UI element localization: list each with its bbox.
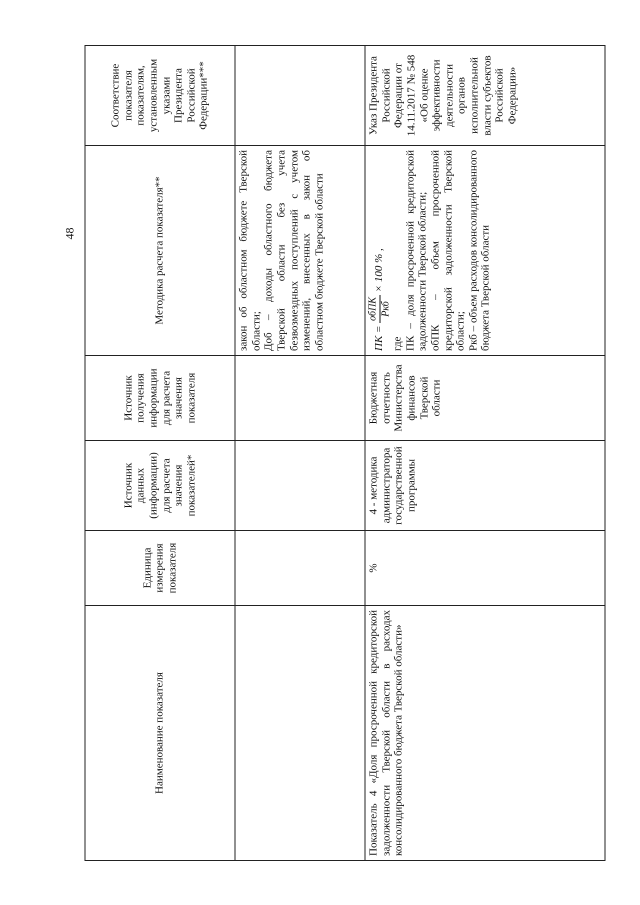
row2-name: Показатель 4 «Доля просроченной кредиторской задолженности Тверской области в расходах консолидированного бюджета Тверской области» [365,605,605,860]
header-source-info: Источник получения информации для расчета значения показателя [85,355,235,440]
table-row [365,45,605,860]
formula-lhs: ПК = [373,325,386,351]
row1-compliance [235,45,365,145]
formula-fraction [368,295,392,323]
method-line: обПК – объем просроченной кредиторской задолженности Тверской области; [429,149,467,351]
header-row [85,45,235,860]
method-line: Ркб – объем расходов консолидированного бюджета Тверской области [467,149,492,351]
row1-method [235,145,365,355]
row2-source-info: Бюджетная отчетность Министерства финансов Тверской области [365,355,605,440]
row1-source-info [235,355,365,440]
row1-name [235,605,365,860]
page-number: 48 [62,227,77,240]
method-line: ПК – доля просроченной кредиторской задолженности Тверской области; [404,149,429,351]
row1-unit [235,530,365,605]
table-row [235,45,365,860]
row2-unit: % [365,530,605,605]
method-line: закон об областном бюджете Тверской области; [237,149,263,351]
formula [368,150,392,351]
indicator-table [85,45,606,861]
header-source-data: Источник данных (информации) для расчета значения показателей* [85,440,235,530]
header-compliance: Соответствие показателя показателям, установленным указами Президента Российской Федерации*** [85,45,235,145]
indicator-table-wrapper [85,45,605,860]
formula-where: где [391,336,404,351]
header-unit: Единица измерения показателя [85,530,235,605]
method-line: Доб – доходы областного бюджета Тверской области без учета безвозмездных поступлений с учетом изменений, внесенных в закон об областном бюджете Тверской области [262,149,326,351]
row1-source-data [235,440,365,530]
formula-rhs: × 100 % , [373,247,386,292]
formula-numerator: обПК [367,296,379,321]
row2-method [365,145,605,355]
row2-compliance: Указ Президента Российской Федерации от 14.11.2017 № 548 «Об оценке эффективности деятельности органов исполнительной власти субъектов Российской Федерации» [365,45,605,145]
header-name: Наименование показателя [85,605,235,860]
row2-source-data: 4 - методика администратора государственной программы [365,440,605,530]
header-method: Методика расчета показателя** [85,145,235,355]
formula-denominator: Ркб [380,300,391,317]
